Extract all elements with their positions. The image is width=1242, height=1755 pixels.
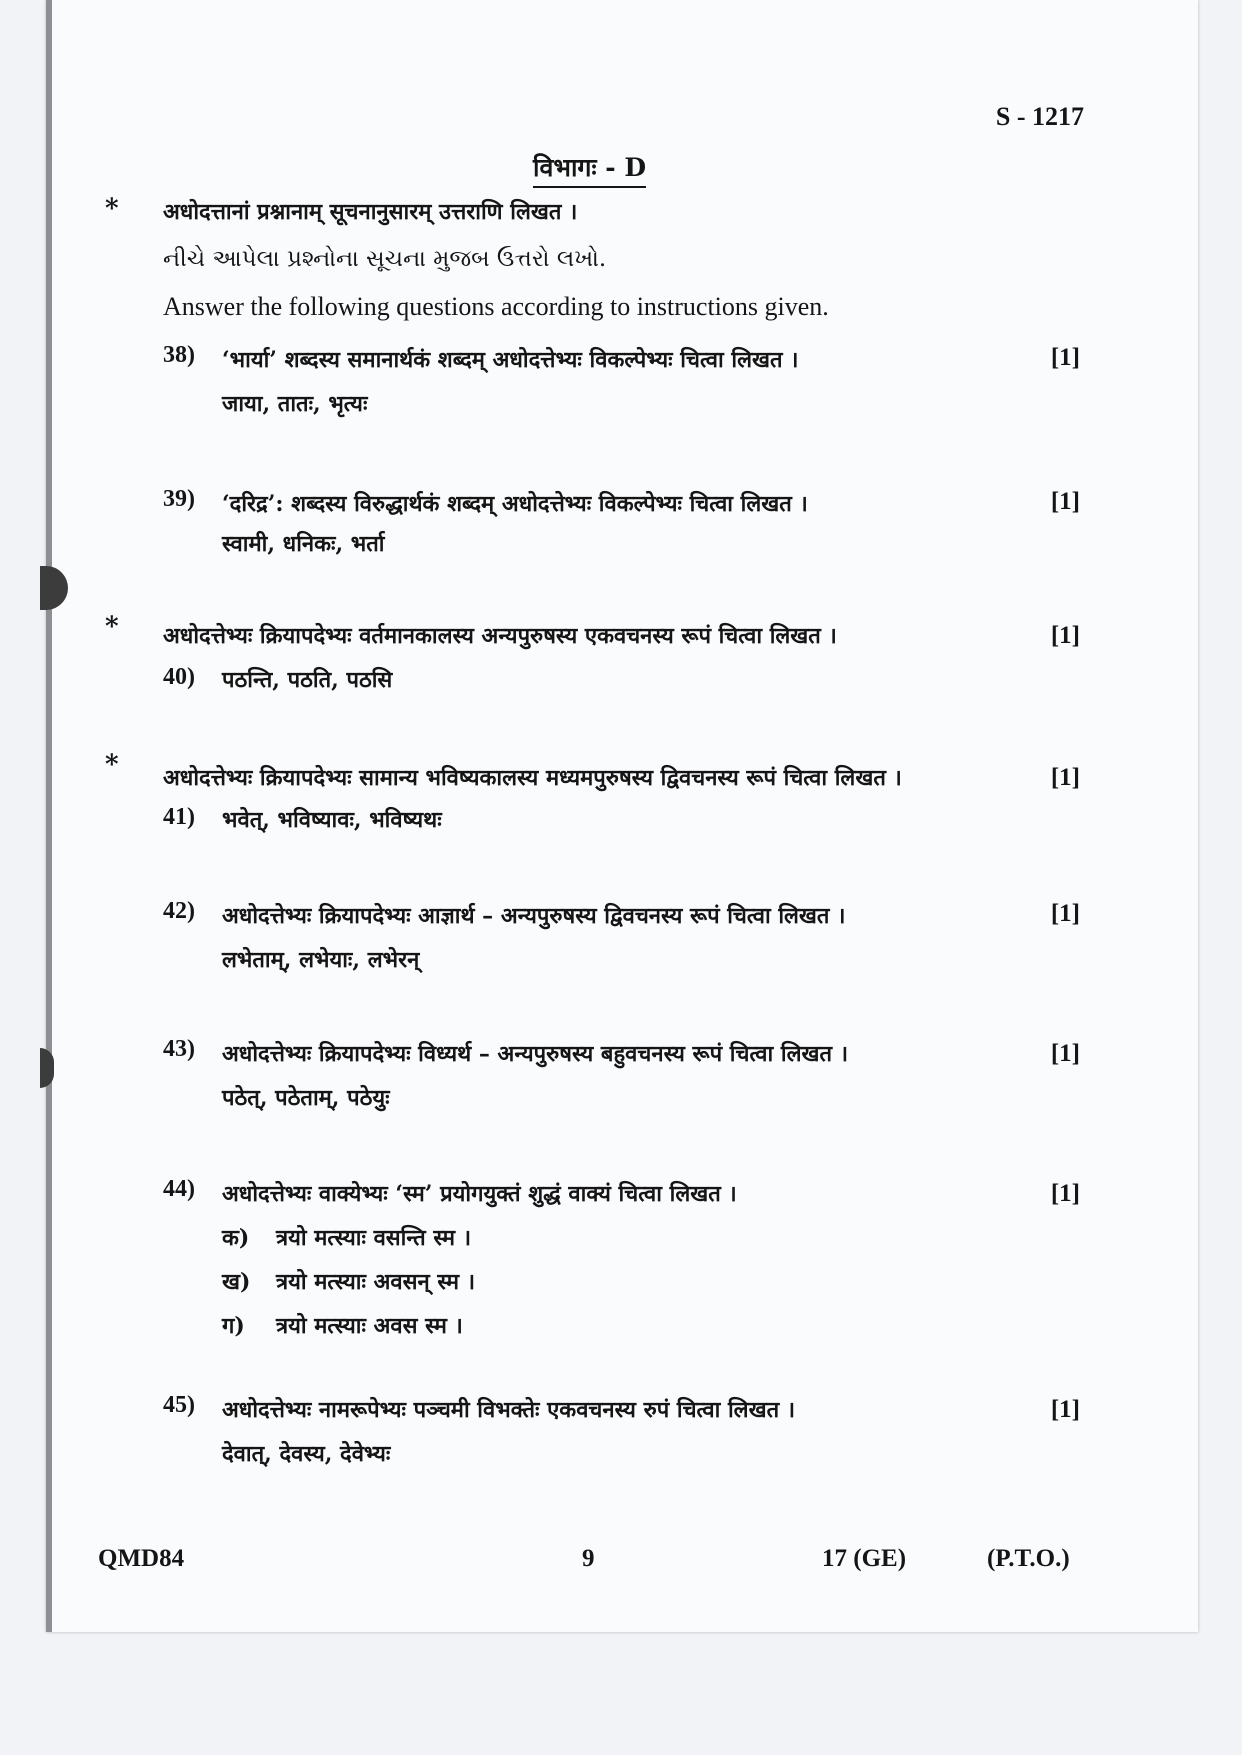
question-options: पठेत्, पठेताम्, पठेयुः [222,1085,390,1111]
question-number: 45) [163,1392,195,1418]
question-marks: [1] [1050,344,1080,371]
question-text: ‘दरिद्र’: शब्दस्य विरुद्धार्थकं शब्दम् अधोदत्तेभ्यः विकल्पेभ्यः चित्वा लिखत । [222,491,808,517]
instruction-gujarati: નીચે આપેલા પ્રશ્નોના સૂચના મુજબ ઉત્તરો લખો. [163,246,607,272]
question-options: स्वामी, धनिकः, भर्ता [222,531,385,557]
question-number: 38) [163,342,195,368]
choice-label: ग) [222,1313,245,1339]
group-instruction: अधोदत्तेभ्यः क्रियापदेभ्यः सामान्य भविष्यकालस्य मध्यमपुरुषस्य द्विवचनस्य रूपं चित्वा लिखत । [163,765,902,791]
question-marks: [1] [1050,764,1080,791]
section-title: विभागः - D [533,150,646,188]
question-marks: [1] [1050,1180,1080,1207]
choice-label: ख) [222,1269,251,1295]
question-marks: [1] [1050,488,1080,515]
footer-subject-code: 17 (GE) [822,1545,907,1572]
question-options: भवेत्, भविष्यावः, भविष्यथः [222,807,442,833]
instruction-english: Answer the following questions according to instructions given. [163,292,829,321]
footer-code: QMD84 [98,1545,185,1572]
question-options: लभेताम्, लभेयाः, लभेरन् [222,947,420,973]
question-options: पठन्ति, पठति, पठसि [222,667,393,693]
group-instruction: अधोदत्तेभ्यः क्रियापदेभ्यः वर्तमानकालस्य अन्यपुरुषस्य एकवचनस्य रूपं चित्वा लिखत । [163,623,837,649]
question-text: अधोदत्तेभ्यः नामरूपेभ्यः पञ्चमी विभक्तेः एकवचनस्य रुपं चित्वा लिखत । [222,1397,796,1423]
page-edge [46,0,52,1632]
question-options: देवात्, देवस्य, देवेभ्यः [222,1441,391,1467]
choice-label: क) [222,1225,250,1251]
group-star: * [105,750,119,780]
question-marks: [1] [1050,1040,1080,1067]
paper-code: S - 1217 [995,102,1084,131]
instruction-sanskrit: अधोदत्तानां प्रश्नानाम् सूचनानुसारम् उत्तराणि लिखत । [163,199,578,225]
question-number: 39) [163,486,195,512]
question-number: 44) [163,1176,195,1202]
question-text: अधोदत्तेभ्यः क्रियापदेभ्यः आज्ञार्थ – अन्यपुरुषस्य द्विवचनस्य रूपं चित्वा लिखत । [222,903,846,929]
exam-page [46,0,1198,1632]
question-number: 40) [163,664,195,690]
question-number: 42) [163,898,195,924]
question-options: जाया, तातः, भृत्यः [222,391,368,417]
pto-label: (P.T.O.) [987,1545,1070,1572]
question-text: अधोदत्तेभ्यः वाक्येभ्यः ‘स्म’ प्रयोगयुक्तं शुद्धं वाक्यं चित्वा लिखत । [222,1181,737,1207]
choice-text: त्रयो मत्स्याः अवस स्म । [276,1313,463,1339]
question-number: 41) [163,804,195,830]
choice-text: त्रयो मत्स्याः अवसन् स्म । [276,1269,476,1295]
question-number: 43) [163,1036,195,1062]
question-text: ‘भार्या’ शब्दस्य समानार्थकं शब्दम् अधोदत्तेभ्यः विकल्पेभ्यः चित्वा लिखत । [222,347,799,373]
question-marks: [1] [1050,900,1080,927]
question-marks: [1] [1050,1396,1080,1423]
page-number: 9 [582,1545,595,1572]
group-star: * [105,612,119,642]
instruction-star: * [105,194,119,224]
question-marks: [1] [1050,622,1080,649]
question-text: अधोदत्तेभ्यः क्रियापदेभ्यः विध्यर्थ – अन्यपुरुषस्य बहुवचनस्य रूपं चित्वा लिखत । [222,1041,849,1067]
choice-text: त्रयो मत्स्याः वसन्ति स्म । [276,1225,472,1251]
